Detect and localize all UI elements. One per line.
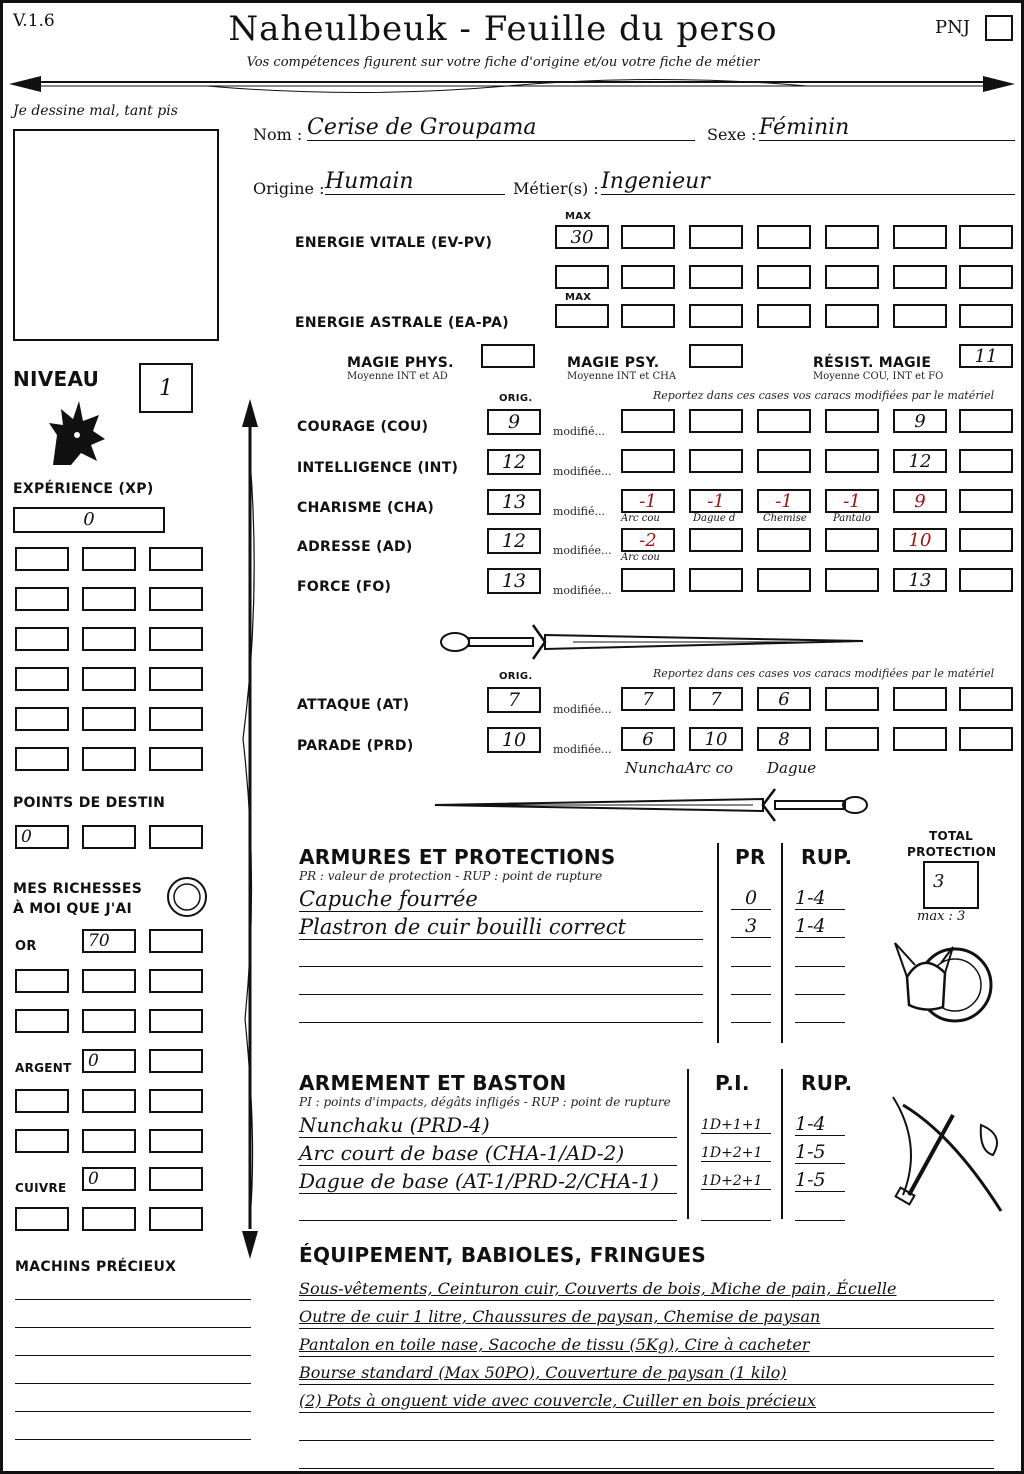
- ev-cell[interactable]: [893, 225, 947, 249]
- magie-psy-cell[interactable]: [689, 344, 743, 368]
- armure-pr[interactable]: [731, 971, 771, 995]
- or-label: OR: [15, 939, 37, 954]
- armement-divider: [781, 1069, 783, 1219]
- destin-cell[interactable]: [82, 825, 136, 849]
- portrait-box[interactable]: [13, 129, 219, 341]
- armement-rup-label: RUP.: [801, 1071, 853, 1095]
- carac-cou-cell[interactable]: 9: [893, 409, 947, 433]
- carac-fo-cell[interactable]: [959, 568, 1013, 592]
- total-protection-label-2: PROTECTION: [907, 845, 997, 859]
- cuivre-cell[interactable]: [82, 1207, 136, 1231]
- carac-ad-label: ADRESSE (AD): [297, 539, 413, 555]
- carac-int-cell[interactable]: 12: [893, 449, 947, 473]
- machins-label: MACHINS PRÉCIEUX: [15, 1259, 177, 1275]
- ea-cell[interactable]: [621, 304, 675, 328]
- equipement-line[interactable]: Sous-vêtements, Ceinturon cuir, Couverts de bois, Miche de pain, Écuelle: [299, 1275, 994, 1301]
- carac-int-cell[interactable]: [689, 449, 743, 473]
- ev-label: ENERGIE VITALE (EV-PV): [295, 235, 493, 251]
- ev-cell[interactable]: [757, 265, 811, 289]
- niveau-label: NIVEAU: [13, 367, 100, 391]
- cuivre-cell[interactable]: [15, 1207, 69, 1231]
- weapon-note: NunchaArc co: [625, 759, 734, 777]
- or-cell[interactable]: [149, 929, 203, 953]
- arme-rup[interactable]: 1-5: [795, 1141, 845, 1164]
- carac-fo-label: FORCE (FO): [297, 579, 392, 595]
- metier-field[interactable]: Ingenieur: [601, 169, 1015, 195]
- attaque-cell[interactable]: [893, 687, 947, 711]
- carac-cou-cell[interactable]: [689, 409, 743, 433]
- armure-name[interactable]: Capuche fourrée: [299, 887, 703, 912]
- carac-ad-orig[interactable]: 12: [487, 528, 541, 554]
- parade-label: PARADE (PRD): [297, 738, 414, 754]
- ev-cell[interactable]: [893, 265, 947, 289]
- sword-icon: [433, 619, 873, 665]
- xp-cell[interactable]: [15, 747, 69, 771]
- carac-report-note: Reportez dans ces cases vos caracs modifiées par le matériel: [653, 389, 995, 402]
- arme-name[interactable]: Dague de base (AT-1/PRD-2/CHA-1): [299, 1169, 677, 1194]
- combat-report-note: Reportez dans ces cases vos caracs modifiées par le matériel: [653, 667, 995, 680]
- arme-name[interactable]: [299, 1197, 677, 1221]
- carac-int-label: INTELLIGENCE (INT): [297, 460, 459, 476]
- parade-cell[interactable]: 10: [689, 727, 743, 751]
- machins-line[interactable]: [15, 1355, 251, 1356]
- carac-cha-cell[interactable]: -1: [757, 489, 811, 513]
- sword-icon: [433, 785, 873, 825]
- dragon-icon: [43, 395, 109, 467]
- carac-cha-note: Pantalo: [833, 513, 871, 524]
- carac-ad-cell[interactable]: [689, 528, 743, 552]
- parade-cell[interactable]: [825, 727, 879, 751]
- parade-cell[interactable]: 6: [621, 727, 675, 751]
- armures-divider: [717, 843, 719, 1043]
- resist-magie-cell[interactable]: 11: [959, 344, 1013, 368]
- page-subtitle: Vos compétences figurent sur votre fiche d'origine et/ou votre fiche de métier: [246, 55, 760, 70]
- equipement-line[interactable]: Outre de cuir 1 litre, Chaussures de paysan, Chemise de paysan: [299, 1303, 994, 1329]
- or-cell[interactable]: [15, 969, 69, 993]
- ev-cell[interactable]: [825, 265, 879, 289]
- magie-phys-note: Moyenne INT et AD: [347, 371, 448, 382]
- xp-cell[interactable]: [82, 747, 136, 771]
- ev-cell[interactable]: [959, 265, 1013, 289]
- niveau-value[interactable]: 1: [139, 363, 193, 413]
- equipement-line[interactable]: [299, 1415, 994, 1441]
- armure-name[interactable]: [299, 999, 703, 1023]
- magie-phys-label: MAGIE PHYS.: [347, 355, 454, 371]
- ev-cell[interactable]: [689, 225, 743, 249]
- origine-field[interactable]: Humain: [325, 169, 505, 195]
- parade-cell[interactable]: 8: [757, 727, 811, 751]
- armure-rup[interactable]: [795, 971, 845, 995]
- carac-int-cell[interactable]: [959, 449, 1013, 473]
- carac-cou-orig[interactable]: 9: [487, 409, 541, 435]
- metier-label: Métier(s) :: [513, 179, 599, 198]
- xp-cell[interactable]: [15, 627, 69, 651]
- argent-cell[interactable]: [149, 1049, 203, 1073]
- xp-cell[interactable]: [149, 547, 203, 571]
- pnj-checkbox[interactable]: [985, 15, 1013, 41]
- machins-line[interactable]: [15, 1327, 251, 1328]
- carac-cha-note: Chemise: [763, 513, 807, 524]
- or-cell[interactable]: [149, 1009, 203, 1033]
- arme-name[interactable]: Nunchaku (PRD-4): [299, 1113, 677, 1138]
- or-value[interactable]: 70: [82, 929, 136, 953]
- helmet-shield-icon: [893, 933, 1003, 1029]
- destin-value[interactable]: 0: [15, 825, 69, 849]
- xp-cell[interactable]: [82, 547, 136, 571]
- equipement-line[interactable]: Bourse standard (Max 50PO), Couverture de paysan (1 kilo): [299, 1359, 994, 1385]
- armement-note: PI : points d'impacts, dégâts infligés - RUP : point de rupture: [299, 1095, 671, 1109]
- carac-fo-cell[interactable]: [757, 568, 811, 592]
- xp-cell[interactable]: [149, 667, 203, 691]
- argent-cell[interactable]: [15, 1129, 69, 1153]
- ea-cell[interactable]: [689, 304, 743, 328]
- cuivre-cell[interactable]: [149, 1167, 203, 1191]
- carac-ad-cell[interactable]: -2: [621, 528, 675, 552]
- armures-note: PR : valeur de protection - RUP : point de rupture: [299, 869, 603, 883]
- ev-cell[interactable]: [825, 225, 879, 249]
- carac-ad-note: Arc cou: [621, 552, 660, 563]
- armures-pr-label: PR: [735, 845, 766, 869]
- pnj-label: PNJ: [935, 17, 971, 38]
- cuivre-cell[interactable]: [149, 1207, 203, 1231]
- destin-cell[interactable]: [149, 825, 203, 849]
- destin-label: POINTS DE DESTIN: [13, 795, 166, 811]
- carac-cha-orig[interactable]: 13: [487, 489, 541, 515]
- equipement-line[interactable]: [299, 1443, 994, 1469]
- argent-cell[interactable]: [149, 1089, 203, 1113]
- armement-pi-label: P.I.: [715, 1071, 750, 1095]
- carac-cha-cell[interactable]: -1: [689, 489, 743, 513]
- xp-cell[interactable]: [149, 587, 203, 611]
- carac-cou-cell[interactable]: [757, 409, 811, 433]
- xp-cell[interactable]: [82, 587, 136, 611]
- sexe-field[interactable]: Féminin: [759, 115, 1015, 141]
- xp-cell[interactable]: [15, 667, 69, 691]
- or-cell[interactable]: [149, 969, 203, 993]
- carac-cha-note: Arc cou: [621, 513, 660, 524]
- carac-int-orig[interactable]: 12: [487, 449, 541, 475]
- xp-label: EXPÉRIENCE (XP): [13, 481, 154, 497]
- ev-cell[interactable]: [555, 265, 609, 289]
- carac-fo-cell[interactable]: [689, 568, 743, 592]
- attaque-orig[interactable]: 7: [487, 687, 541, 713]
- xp-cell[interactable]: [149, 627, 203, 651]
- richesses-label-2: À MOI QUE J'AI: [13, 901, 133, 917]
- carac-ad-cell[interactable]: [825, 528, 879, 552]
- carac-cou-label: COURAGE (COU): [297, 419, 429, 435]
- carac-cha-cell[interactable]: -1: [621, 489, 675, 513]
- coin-icon: [165, 875, 209, 919]
- attaque-cell[interactable]: 7: [621, 687, 675, 711]
- sexe-label: Sexe :: [707, 125, 757, 144]
- armure-rup[interactable]: [795, 943, 845, 967]
- equipement-line[interactable]: (2) Pots à onguent vide avec couvercle, Cuiller en bois précieux: [299, 1387, 994, 1413]
- magie-psy-note: Moyenne INT et CHA: [567, 371, 677, 382]
- arme-rup[interactable]: 1-5: [795, 1169, 845, 1192]
- carac-cou-cell[interactable]: [621, 409, 675, 433]
- xp-cell[interactable]: [15, 547, 69, 571]
- carac-ad-cell[interactable]: [959, 528, 1013, 552]
- carac-cha-cell[interactable]: 9: [893, 489, 947, 513]
- parade-cell[interactable]: [959, 727, 1013, 751]
- carac-cha-label: CHARISME (CHA): [297, 500, 435, 516]
- total-protection-value[interactable]: 3: [923, 861, 979, 909]
- nom-field[interactable]: Cerise de Groupama: [307, 115, 695, 141]
- carac-ad-cell[interactable]: 10: [893, 528, 947, 552]
- arme-pi[interactable]: 1D+1+1: [701, 1117, 771, 1134]
- xp-cell[interactable]: [82, 627, 136, 651]
- armure-name[interactable]: [299, 943, 703, 967]
- max-protection-note: max : 3: [917, 909, 966, 924]
- parade-orig[interactable]: 10: [487, 727, 541, 753]
- carac-int-cell[interactable]: [757, 449, 811, 473]
- machins-line[interactable]: [15, 1299, 251, 1300]
- ea-max-cell[interactable]: [555, 304, 609, 328]
- ev-cell[interactable]: [757, 225, 811, 249]
- armure-pr[interactable]: [731, 943, 771, 967]
- equipement-line[interactable]: Pantalon en toile nase, Sacoche de tissu (5Kg), Cire à cacheter: [299, 1331, 994, 1357]
- ea-cell[interactable]: [959, 304, 1013, 328]
- armure-name[interactable]: Plastron de cuir bouilli correct: [299, 915, 703, 940]
- carac-int-cell[interactable]: [621, 449, 675, 473]
- carac-int-modif: modifiée...: [553, 465, 612, 478]
- machins-line[interactable]: [15, 1411, 251, 1412]
- argent-cell[interactable]: [82, 1129, 136, 1153]
- argent-label: ARGENT: [15, 1061, 72, 1075]
- ea-cell[interactable]: [893, 304, 947, 328]
- carac-cha-note: Dague d: [693, 513, 736, 524]
- carac-fo-cell[interactable]: [825, 568, 879, 592]
- carac-int-cell[interactable]: [825, 449, 879, 473]
- attaque-cell[interactable]: [825, 687, 879, 711]
- carac-cha-modif: modifié...: [553, 505, 605, 518]
- attaque-cell[interactable]: 6: [757, 687, 811, 711]
- armure-name[interactable]: [299, 971, 703, 995]
- arme-pi[interactable]: [701, 1197, 771, 1221]
- portrait-label: Je dessine mal, tant pis: [13, 103, 178, 119]
- arme-pi[interactable]: 1D+2+1: [701, 1145, 771, 1162]
- parade-modif: modifiée...: [553, 743, 612, 756]
- cuivre-value[interactable]: 0: [82, 1167, 136, 1191]
- armement-title: ARMEMENT ET BASTON: [299, 1071, 567, 1095]
- arme-rup[interactable]: 1-4: [795, 1113, 845, 1136]
- combat-orig-label: ORIG.: [499, 671, 533, 682]
- xp-cell[interactable]: [82, 667, 136, 691]
- ev-max-label: MAX: [565, 211, 592, 222]
- ea-cell[interactable]: [825, 304, 879, 328]
- xp-cell[interactable]: [149, 747, 203, 771]
- ev-cell[interactable]: [959, 225, 1013, 249]
- nom-label: Nom :: [253, 125, 303, 144]
- magie-phys-cell[interactable]: [481, 344, 535, 368]
- ea-cell[interactable]: [757, 304, 811, 328]
- armure-pr[interactable]: 3: [731, 915, 771, 938]
- argent-cell[interactable]: [149, 1129, 203, 1153]
- carac-orig-label: ORIG.: [499, 393, 533, 404]
- carac-ad-cell[interactable]: [757, 528, 811, 552]
- vertical-spear-icon: [235, 399, 265, 1259]
- arme-name[interactable]: Arc court de base (CHA-1/AD-2): [299, 1141, 677, 1166]
- weapon-note: Dague: [767, 759, 817, 777]
- carac-fo-cell[interactable]: 13: [893, 568, 947, 592]
- xp-value[interactable]: 0: [13, 507, 165, 533]
- xp-cell[interactable]: [15, 587, 69, 611]
- ev-cell[interactable]: [621, 225, 675, 249]
- ea-label: ENERGIE ASTRALE (EA-PA): [295, 315, 509, 331]
- magie-psy-label: MAGIE PSY.: [567, 355, 660, 371]
- origine-label: Origine :: [253, 179, 325, 198]
- resist-magie-note: Moyenne COU, INT et FO: [813, 371, 944, 382]
- cuivre-label: CUIVRE: [15, 1181, 67, 1195]
- arme-pi[interactable]: 1D+2+1: [701, 1173, 771, 1190]
- or-cell[interactable]: [82, 1009, 136, 1033]
- crossed-weapons-icon: [883, 1095, 1013, 1219]
- armures-rup-label: RUP.: [801, 845, 853, 869]
- ev-max-cell[interactable]: 30: [555, 225, 609, 249]
- carac-cou-cell[interactable]: [959, 409, 1013, 433]
- machins-line[interactable]: [15, 1383, 251, 1384]
- attaque-cell[interactable]: 7: [689, 687, 743, 711]
- carac-cha-cell[interactable]: [959, 489, 1013, 513]
- or-cell[interactable]: [15, 1009, 69, 1033]
- attaque-cell[interactable]: [959, 687, 1013, 711]
- ev-cell[interactable]: [689, 265, 743, 289]
- xp-cell[interactable]: [15, 707, 69, 731]
- or-cell[interactable]: [82, 969, 136, 993]
- armure-rup[interactable]: [795, 999, 845, 1023]
- carac-ad-modif: modifiée...: [553, 544, 612, 557]
- carac-cou-modif: modifié...: [553, 425, 605, 438]
- argent-value[interactable]: 0: [82, 1049, 136, 1073]
- ea-max-label: MAX: [565, 292, 592, 303]
- resist-magie-label: RÉSIST. MAGIE: [813, 355, 932, 371]
- arme-rup[interactable]: [795, 1197, 845, 1221]
- version-label: V.1.6: [13, 11, 55, 31]
- attaque-label: ATTAQUE (AT): [297, 697, 410, 713]
- richesses-label: MES RICHESSES: [13, 881, 143, 897]
- spear-divider-icon: [7, 69, 1019, 99]
- carac-cou-cell[interactable]: [825, 409, 879, 433]
- attaque-modif: modifiée...: [553, 703, 612, 716]
- xp-cell[interactable]: [149, 707, 203, 731]
- armure-rup[interactable]: 1-4: [795, 915, 845, 938]
- argent-cell[interactable]: [15, 1089, 69, 1113]
- carac-cha-cell[interactable]: -1: [825, 489, 879, 513]
- carac-fo-modif: modifiée...: [553, 584, 612, 597]
- argent-cell[interactable]: [82, 1089, 136, 1113]
- carac-fo-orig[interactable]: 13: [487, 568, 541, 594]
- total-protection-label: TOTAL: [929, 829, 974, 843]
- armement-divider: [687, 1069, 689, 1219]
- carac-fo-cell[interactable]: [621, 568, 675, 592]
- armures-title: ARMURES ET PROTECTIONS: [299, 845, 616, 869]
- armure-pr[interactable]: 0: [731, 887, 771, 910]
- parade-cell[interactable]: [893, 727, 947, 751]
- armure-pr[interactable]: [731, 999, 771, 1023]
- armures-divider: [781, 843, 783, 1043]
- machins-line[interactable]: [15, 1439, 251, 1440]
- equipement-title: ÉQUIPEMENT, BABIOLES, FRINGUES: [299, 1243, 707, 1267]
- ev-cell[interactable]: [621, 265, 675, 289]
- armure-rup[interactable]: 1-4: [795, 887, 845, 910]
- xp-cell[interactable]: [82, 707, 136, 731]
- page-title: Naheulbeuk - Feuille du perso: [228, 9, 778, 49]
